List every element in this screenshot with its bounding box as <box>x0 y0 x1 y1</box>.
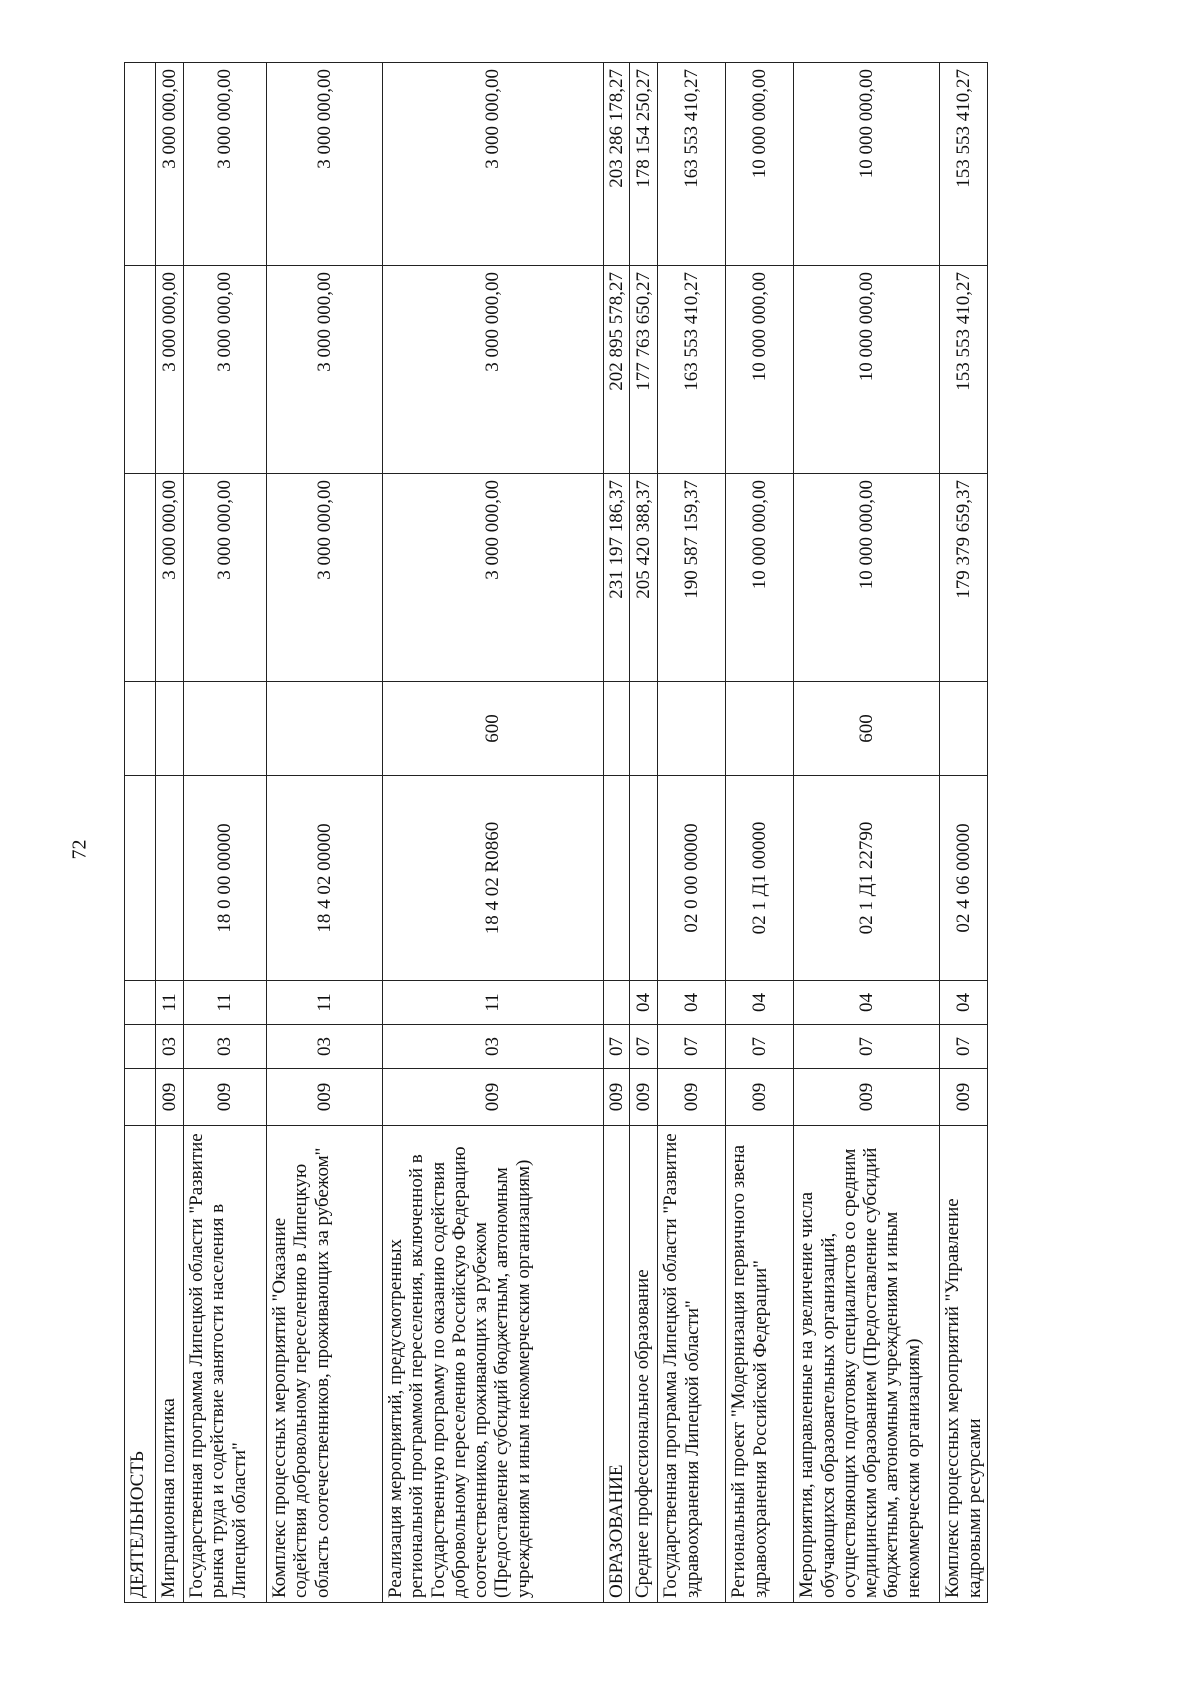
row-code-expense-type <box>184 682 267 776</box>
row-amount-1: 190 587 159,37 <box>658 474 726 682</box>
row-code-target <box>156 776 184 981</box>
row-amount-3: 3 000 000,00 <box>156 63 184 266</box>
page-number: 72 <box>68 839 91 860</box>
row-amount-2: 177 763 650,27 <box>630 266 658 474</box>
empty-cell <box>125 1025 156 1069</box>
row-amount-1: 231 197 186,37 <box>604 474 630 682</box>
row-code-expense-type <box>630 682 658 776</box>
row-amount-2: 10 000 000,00 <box>726 266 794 474</box>
row-code-section: 07 <box>940 1025 988 1069</box>
row-code-subsection: 11 <box>156 981 184 1025</box>
empty-cell <box>125 266 156 474</box>
row-amount-2: 3 000 000,00 <box>383 266 604 474</box>
row-name: ОБРАЗОВАНИЕ <box>604 1126 630 1603</box>
row-amount-3: 3 000 000,00 <box>184 63 267 266</box>
row-code-target: 18 0 00 00000 <box>184 776 267 981</box>
row-code-expense-type <box>658 682 726 776</box>
table-row <box>383 63 604 1603</box>
empty-cell <box>125 981 156 1025</box>
empty-cell <box>125 1069 156 1126</box>
row-code-target: 18 4 02 R0860 <box>383 776 604 981</box>
table-row <box>604 63 630 1603</box>
row-amount-3: 10 000 000,00 <box>726 63 794 266</box>
table-row <box>794 63 940 1603</box>
row-code-target: 02 0 00 00000 <box>658 776 726 981</box>
budget-table-rotated <box>124 63 1072 1603</box>
row-code-section: 07 <box>604 1025 630 1069</box>
row-amount-3: 163 553 410,27 <box>658 63 726 266</box>
row-amount-2: 202 895 578,27 <box>604 266 630 474</box>
row-amount-3: 3 000 000,00 <box>383 63 604 266</box>
table-row <box>630 63 658 1603</box>
row-amount-1: 3 000 000,00 <box>267 474 383 682</box>
row-code-section: 07 <box>794 1025 940 1069</box>
row-amount-2: 163 553 410,27 <box>658 266 726 474</box>
row-code-target <box>630 776 658 981</box>
row-code-grbs: 009 <box>658 1069 726 1126</box>
row-code-subsection: 04 <box>940 981 988 1025</box>
row-amount-1: 179 379 659,37 <box>940 474 988 682</box>
row-code-target: 02 1 Д1 00000 <box>726 776 794 981</box>
row-code-section: 07 <box>726 1025 794 1069</box>
row-name: Миграционная политика <box>156 1126 184 1603</box>
row-amount-2: 3 000 000,00 <box>267 266 383 474</box>
row-name: Среднее профессиональное образование <box>630 1126 658 1603</box>
row-code-target <box>604 776 630 981</box>
table-row <box>267 63 383 1603</box>
row-amount-3: 3 000 000,00 <box>267 63 383 266</box>
row-code-subsection <box>604 981 630 1025</box>
row-code-grbs: 009 <box>794 1069 940 1126</box>
table-row <box>726 63 794 1603</box>
row-code-subsection: 04 <box>794 981 940 1025</box>
row-amount-3: 203 286 178,27 <box>604 63 630 266</box>
row-amount-1: 10 000 000,00 <box>794 474 940 682</box>
row-code-expense-type: 600 <box>383 682 604 776</box>
table-row <box>184 63 267 1603</box>
row-code-subsection: 04 <box>630 981 658 1025</box>
row-code-section: 07 <box>630 1025 658 1069</box>
row-code-subsection: 11 <box>267 981 383 1025</box>
row-code-section: 03 <box>267 1025 383 1069</box>
table-row <box>940 63 988 1603</box>
row-code-grbs: 009 <box>156 1069 184 1126</box>
row-amount-1: 10 000 000,00 <box>726 474 794 682</box>
row-code-target: 02 4 06 00000 <box>940 776 988 981</box>
row-name: Комплекс процессных мероприятий "Оказание содействия добровольному переселению в Липецкую область соотечественников, проживающих за рубежом" <box>267 1126 383 1603</box>
row-amount-3: 178 154 250,27 <box>630 63 658 266</box>
row-name: Мероприятия, направленные на увеличение числа обучающихся образовательных организаций, осуществляющих подготовку специалистов со средним медицинским образованием (Предоставление субсидий бюджетным, автономным учреждениям и иным некоммерческим организациям) <box>794 1126 940 1603</box>
row-code-section: 03 <box>156 1025 184 1069</box>
row-name: Региональный проект "Модернизация первичного звена здравоохранения Российской Федерации" <box>726 1126 794 1603</box>
row-code-section: 03 <box>184 1025 267 1069</box>
row-code-expense-type: 600 <box>794 682 940 776</box>
row-name: Комплекс процессных мероприятий "Управление кадровыми ресурсами <box>940 1126 988 1603</box>
row-code-subsection: 04 <box>658 981 726 1025</box>
row-amount-1: 205 420 388,37 <box>630 474 658 682</box>
row-amount-1: 3 000 000,00 <box>184 474 267 682</box>
row-amount-3: 153 553 410,27 <box>940 63 988 266</box>
row-code-grbs: 009 <box>383 1069 604 1126</box>
row-code-section: 07 <box>658 1025 726 1069</box>
empty-cell <box>125 682 156 776</box>
row-code-section: 03 <box>383 1025 604 1069</box>
row-code-subsection: 11 <box>184 981 267 1025</box>
row-code-expense-type <box>940 682 988 776</box>
row-code-expense-type <box>604 682 630 776</box>
row-code-grbs: 009 <box>726 1069 794 1126</box>
row-amount-2: 10 000 000,00 <box>794 266 940 474</box>
row-amount-1: 3 000 000,00 <box>383 474 604 682</box>
row-code-target: 18 4 02 00000 <box>267 776 383 981</box>
row-code-target: 02 1 Д1 22790 <box>794 776 940 981</box>
section-header-label: ДЕЯТЕЛЬНОСТЬ <box>125 1126 156 1603</box>
empty-cell <box>125 63 156 266</box>
row-name: Государственная программа Липецкой области "Развитие здравоохранения Липецкой области" <box>658 1126 726 1603</box>
empty-cell <box>125 776 156 981</box>
row-name: Реализация мероприятий, предусмотренных региональной программой переселения, включенной в Государственную программу по оказанию содействия добровольному переселению в Российскую Федерацию соотечественников, проживающих за рубежом (Предоставление субсидий бюджетным, автономным учреждениям и иным некоммерческим организациям) <box>383 1126 604 1603</box>
section-header-row <box>125 63 156 1603</box>
row-name: Государственная программа Липецкой области "Развитие рынка труда и содействие занятости населения в Липецкой области" <box>184 1126 267 1603</box>
row-amount-2: 3 000 000,00 <box>184 266 267 474</box>
row-code-grbs: 009 <box>940 1069 988 1126</box>
row-amount-2: 153 553 410,27 <box>940 266 988 474</box>
row-amount-3: 10 000 000,00 <box>794 63 940 266</box>
row-code-grbs: 009 <box>184 1069 267 1126</box>
empty-cell <box>125 474 156 682</box>
row-code-grbs: 009 <box>604 1069 630 1126</box>
table-row <box>156 63 184 1603</box>
row-code-expense-type <box>156 682 184 776</box>
row-code-subsection: 11 <box>383 981 604 1025</box>
row-code-expense-type <box>726 682 794 776</box>
row-amount-1: 3 000 000,00 <box>156 474 184 682</box>
row-code-expense-type <box>267 682 383 776</box>
table-row <box>658 63 726 1603</box>
budget-table <box>124 62 988 1603</box>
row-code-subsection: 04 <box>726 981 794 1025</box>
row-amount-2: 3 000 000,00 <box>156 266 184 474</box>
row-code-grbs: 009 <box>630 1069 658 1126</box>
row-code-grbs: 009 <box>267 1069 383 1126</box>
